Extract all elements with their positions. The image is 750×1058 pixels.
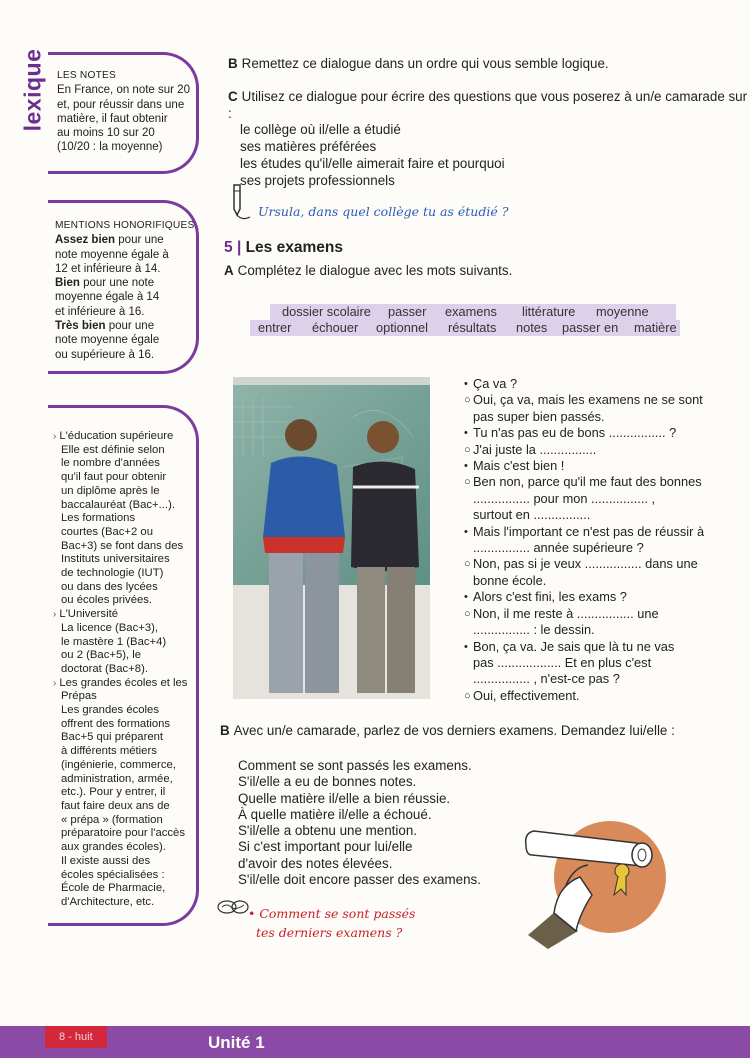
grandes-ecoles-line: Il existe aussi des bbox=[61, 854, 151, 867]
lexique-title bbox=[18, 50, 48, 130]
university-line: doctorat (Bac+8). bbox=[61, 662, 148, 675]
bottom-example-line-1: • Comment se sont passés bbox=[248, 906, 416, 921]
grandes-ecoles-line: « prépa » (formation bbox=[61, 813, 163, 826]
word-item: échouer bbox=[312, 320, 359, 335]
university-line: La licence (Bac+3), bbox=[61, 621, 159, 634]
dialogue-text: J'ai juste la ................ bbox=[473, 441, 597, 457]
word-item: littérature bbox=[522, 304, 576, 319]
exercise-instruction: Remettez ce dialogue dans un ordre qui vous semble logique. bbox=[241, 56, 609, 71]
education-text bbox=[53, 430, 195, 910]
unit-label: Unité 1 bbox=[208, 1033, 265, 1052]
section-name: Les examens bbox=[245, 239, 343, 256]
education-line: de technologie (IUT) bbox=[61, 567, 164, 580]
education-line: Instituts universitaires bbox=[61, 553, 170, 566]
dialogue-text: Non, pas si je veux ................ dans une bbox=[473, 556, 698, 572]
education-line: Les formations bbox=[61, 512, 136, 525]
dialogue-marker: ○ bbox=[464, 558, 471, 571]
mention-line: pour une bbox=[105, 320, 155, 333]
diploma-illustration bbox=[518, 815, 678, 950]
bottom-example-line-2: tes derniers examens ? bbox=[256, 925, 403, 940]
dialogue-line bbox=[464, 425, 734, 441]
dialogue-line bbox=[464, 376, 734, 392]
bullet-icon: › bbox=[53, 609, 57, 621]
exercise-b-top bbox=[228, 55, 738, 72]
c-item: les études qu'il/elle aimerait faire et pourquoi bbox=[240, 156, 505, 171]
dialogue-marker: • bbox=[464, 460, 468, 473]
section-title bbox=[224, 239, 343, 257]
dialogue-line bbox=[464, 458, 734, 474]
mention-line: note moyenne égale à bbox=[55, 248, 169, 261]
grandes-ecoles-line: aux grandes écoles). bbox=[61, 841, 166, 854]
university-heading: L'Université bbox=[59, 608, 119, 621]
word-item: matière bbox=[634, 320, 677, 335]
dialogue-text: Ben non, parce qu'il me faut des bonnes bbox=[473, 474, 702, 490]
education-line: ou écoles privées. bbox=[61, 594, 153, 607]
grandes-ecoles-heading: Les grandes écoles et les bbox=[59, 676, 188, 689]
pencil-icon bbox=[228, 183, 256, 223]
dialogue-marker: • bbox=[464, 378, 468, 390]
example-question: Ursula, dans quel collège tu as étudié ? bbox=[258, 204, 509, 219]
dialogue-text: Oui, ça va, mais les examens ne se sont bbox=[473, 392, 703, 408]
dialogue-text: pas super bien passés. bbox=[473, 408, 605, 424]
students-illustration bbox=[233, 377, 430, 699]
university-line: ou 2 (Bac+5), le bbox=[61, 649, 142, 662]
mention-line: 12 et inférieure à 14. bbox=[55, 262, 161, 275]
b-item: S'il/elle a obtenu une mention. bbox=[238, 823, 417, 839]
dialogue-marker: ○ bbox=[464, 443, 471, 456]
mention-assez-bien: Assez bien bbox=[55, 234, 116, 247]
dialogue bbox=[464, 376, 734, 704]
b-item: d'avoir des notes élevées. bbox=[238, 855, 393, 871]
grandes-ecoles-line: (ingénierie, commerce, bbox=[61, 758, 176, 771]
notes-line: (10/20 : la moyenne) bbox=[57, 141, 163, 154]
notes-heading: LES NOTES bbox=[57, 70, 116, 81]
dialogue-line bbox=[464, 474, 734, 523]
footer-bar bbox=[0, 1026, 750, 1058]
exercise-b-bottom bbox=[220, 722, 740, 739]
dialogue-line bbox=[464, 556, 734, 589]
dialogue-marker: • bbox=[464, 525, 468, 538]
c-item: ses matières préférées bbox=[240, 139, 377, 154]
word-bank-row-1 bbox=[270, 304, 676, 320]
dialogue-line bbox=[464, 639, 734, 688]
dialogue-text: ................ , n'est-ce pas ? bbox=[473, 671, 620, 687]
word-item: examens bbox=[445, 304, 497, 319]
dialogue-text: Oui, effectivement. bbox=[473, 687, 580, 703]
education-line: le nombre d'années bbox=[61, 457, 160, 470]
mention-line: pour une note bbox=[79, 277, 155, 290]
education-line: courtes (Bac+2 ou bbox=[61, 525, 153, 538]
notes-line: En France, on note sur 20 bbox=[57, 84, 190, 97]
dialogue-line bbox=[464, 606, 734, 639]
dialogue-line bbox=[464, 688, 734, 704]
grandes-ecoles-line: à différents métiers bbox=[61, 745, 157, 758]
grandes-ecoles-line: d'Architecture, etc. bbox=[61, 895, 155, 908]
dialogue-text: surtout en ................ bbox=[473, 507, 591, 523]
notes-text bbox=[57, 69, 197, 155]
exercise-instruction: Complétez le dialogue avec les mots suivants. bbox=[237, 263, 513, 278]
education-line: Bac+3) se font dans des bbox=[61, 539, 184, 552]
grandes-ecoles-line: préparatoire pour l'accès bbox=[61, 827, 185, 840]
word-item: notes bbox=[516, 320, 548, 335]
mention-line: pour une bbox=[115, 234, 164, 247]
mention-line: moyenne égale à 14 bbox=[55, 291, 160, 304]
education-line: Elle est définie selon bbox=[61, 443, 165, 456]
b-item: Comment se sont passés les examens. bbox=[238, 758, 472, 773]
dialogue-marker: • bbox=[464, 640, 468, 653]
notes-line: matière, il faut obtenir bbox=[57, 112, 168, 125]
word-item: résultats bbox=[448, 320, 497, 335]
section-separator: | bbox=[236, 239, 242, 256]
exercise-letter: A bbox=[224, 263, 234, 278]
notes-line: et, pour réussir dans une bbox=[57, 98, 185, 111]
word-item: entrer bbox=[258, 320, 292, 335]
b-item: S'il/elle a eu de bonnes notes. bbox=[238, 774, 417, 790]
dialogue-text: Bon, ça va. Je sais que là tu ne vas bbox=[473, 638, 675, 654]
mention-line: ou supérieure à 16. bbox=[55, 348, 155, 361]
dialogue-text: ................ année supérieure ? bbox=[473, 540, 644, 556]
word-item: optionnel bbox=[376, 320, 428, 335]
c-item: le collège où il/elle a étudié bbox=[240, 122, 401, 137]
dialogue-marker: ○ bbox=[464, 607, 471, 620]
b-item: Quelle matière il/elle a bien réussie. bbox=[238, 790, 451, 806]
grandes-ecoles-line: École de Pharmacie, bbox=[61, 882, 166, 895]
education-line: un diplôme après le bbox=[61, 484, 160, 497]
speech-scribble-icon bbox=[216, 896, 250, 918]
mention-line: note moyenne égale bbox=[55, 334, 160, 347]
c-items bbox=[240, 121, 640, 189]
grandes-ecoles-line: Bac+5 qui préparent bbox=[61, 731, 164, 744]
word-item: moyenne bbox=[596, 304, 649, 319]
notes-line: au moins 10 sur 20 bbox=[57, 127, 155, 140]
dialogue-text: bonne école. bbox=[473, 572, 547, 588]
grandes-ecoles-line: administration, armée, bbox=[61, 772, 173, 785]
bullet-icon: › bbox=[53, 431, 57, 442]
education-line: qu'il faut pour obtenir bbox=[61, 471, 167, 484]
page-number: 8 - huit bbox=[45, 1026, 107, 1048]
mentions-heading: MENTIONS HONORIFIQUES bbox=[55, 220, 195, 231]
c-item: ses projets professionnels bbox=[240, 173, 395, 188]
dialogue-marker: • bbox=[464, 427, 468, 440]
word-item: passer bbox=[388, 304, 427, 319]
lexique-label: lexique bbox=[19, 48, 46, 132]
grandes-ecoles-line: écoles spécialisées : bbox=[61, 868, 165, 881]
exercise-a bbox=[224, 262, 724, 279]
university-line: le mastère 1 (Bac+4) bbox=[61, 635, 167, 648]
education-line: baccalauréat (Bac+...). bbox=[61, 498, 175, 511]
section-number: 5 bbox=[224, 239, 233, 256]
dialogue-text: Tu n'as pas eu de bons ................ ? bbox=[473, 425, 677, 441]
bullet-icon: › bbox=[53, 677, 57, 689]
word-item: dossier scolaire bbox=[282, 304, 371, 319]
dialogue-line bbox=[464, 442, 734, 458]
grandes-ecoles-line: faut faire deux ans de bbox=[61, 799, 170, 812]
b-item: À quelle matière il/elle a échoué. bbox=[238, 806, 432, 822]
dialogue-marker: • bbox=[464, 591, 468, 604]
mentions-text bbox=[55, 219, 195, 362]
dialogue-text: ................ : le dessin. bbox=[473, 622, 595, 638]
dialogue-marker: ○ bbox=[464, 394, 471, 407]
dialogue-text: Mais l'important ce n'est pas de réussir à bbox=[473, 523, 705, 539]
grandes-ecoles-line: etc.). Pour y entrer, il bbox=[61, 786, 166, 799]
education-line: ou dans des lycées bbox=[61, 580, 158, 593]
mention-line: et inférieure à 16. bbox=[55, 305, 145, 318]
b-item: S'il/elle doit encore passer des examens. bbox=[238, 872, 481, 888]
exercise-letter: B bbox=[220, 723, 230, 738]
students-photo bbox=[233, 377, 430, 699]
grandes-ecoles-line: Les grandes écoles bbox=[61, 704, 159, 717]
exercise-c bbox=[228, 88, 748, 122]
dialogue-text: Non, il me reste à ................ une bbox=[473, 605, 659, 621]
b-items bbox=[238, 758, 498, 888]
grandes-ecoles-heading-2: Prépas bbox=[61, 690, 97, 703]
exercise-letter: C bbox=[228, 89, 238, 104]
mention-tres-bien: Très bien bbox=[55, 320, 106, 333]
word-bank-row-2 bbox=[250, 320, 680, 336]
exercise-instruction: Avec un/e camarade, parlez de vos derniers examens. Demandez lui/elle : bbox=[233, 723, 675, 738]
dialogue-text: pas .................. Et en plus c'est bbox=[473, 654, 652, 670]
dialogue-line bbox=[464, 392, 734, 425]
dialogue-marker: ○ bbox=[464, 689, 471, 702]
dialogue-text: Mais c'est bien ! bbox=[473, 458, 565, 474]
b-item: Si c'est important pour lui/elle bbox=[238, 839, 413, 855]
dialogue-line bbox=[464, 524, 734, 557]
dialogue-text: Ça va ? bbox=[473, 376, 518, 391]
dialogue-text: ................ pour mon ................ , bbox=[473, 490, 656, 506]
dialogue-text: Alors c'est fini, les exams ? bbox=[473, 589, 627, 605]
exercise-letter: B bbox=[228, 56, 238, 71]
word-item: passer en bbox=[562, 320, 619, 335]
grandes-ecoles-line: offrent des formations bbox=[61, 717, 171, 730]
education-heading: L'éducation supérieure bbox=[59, 430, 174, 442]
dialogue-line bbox=[464, 589, 734, 605]
exercise-instruction: Utilisez ce dialogue pour écrire des questions que vous poserez à un/e camarade sur : bbox=[228, 89, 748, 121]
mention-bien: Bien bbox=[55, 277, 80, 290]
dialogue-marker: ○ bbox=[464, 476, 471, 489]
